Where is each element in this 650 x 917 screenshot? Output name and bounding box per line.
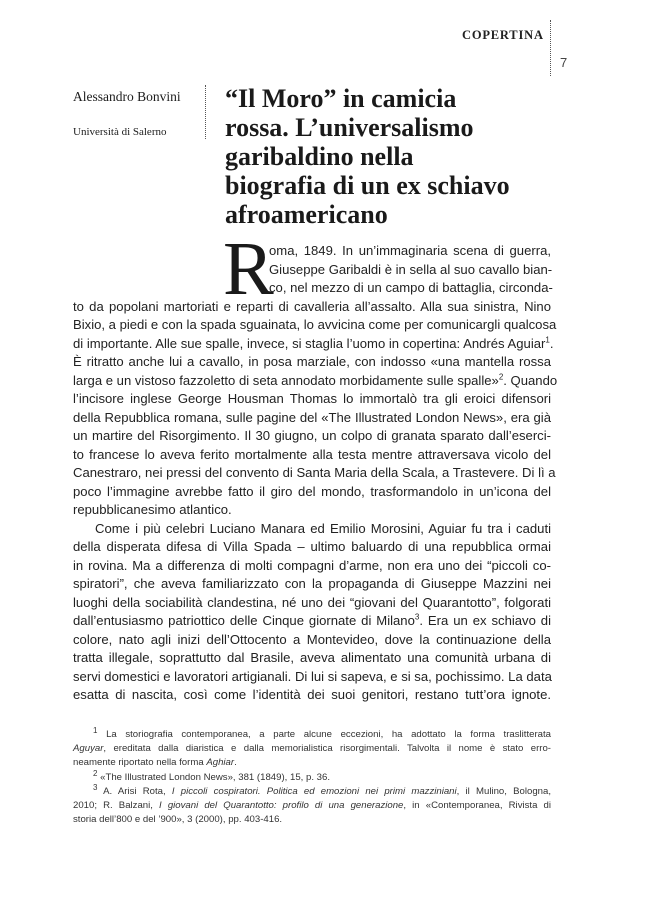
body-line: È ritratto anche lui a cavallo, in posa marziale, con indosso «una mantella rossa xyxy=(73,354,551,369)
body-line: l’incisore inglese George Housman Thomas lo immortalò tra gli eroici difensori xyxy=(73,391,551,406)
body-line: co, nel mezzo di un campo di battaglia, circonda- xyxy=(269,280,553,295)
footnote-1 xyxy=(73,725,551,742)
body-text: di importante. Alle sue spalle, invece, si staglia l’uomo in copertina: Andrés Aguiar xyxy=(73,335,546,351)
footnote-text: , ereditata dalla diaristica e dalla memorialistica risorgimentali. Talvolta il nome è stato erro- xyxy=(103,743,551,755)
drop-cap: R xyxy=(223,227,274,311)
footnote-text: 2010; R. Balzani, xyxy=(73,800,160,812)
author-affiliation: Università di Salerno xyxy=(73,126,167,138)
body-line: to da popolani martoriati e reparti di cavalleria all’assalto. Alla sua sinistra, Nino xyxy=(73,298,551,314)
footnote-3 xyxy=(73,782,551,799)
title-line: rossa. L’universalismo xyxy=(225,113,474,142)
body-line: colore, nato agli inizi dell’Ottocento a Montevideo, dove la continuazione della xyxy=(73,631,551,647)
body-line: luoghi della sociabilità clandestina, né uno dei “giovani del Quarantotto”, folgorati xyxy=(73,594,551,610)
footnote-ref: 2 xyxy=(498,372,504,382)
body-line xyxy=(73,335,554,354)
body-line: Giuseppe Garibaldi è in sella al suo cavallo bian- xyxy=(269,261,553,277)
title-line: afroamericano xyxy=(225,200,388,229)
footnote-text: . xyxy=(234,757,237,769)
footnote-text: neamente riportato nella forma xyxy=(73,757,207,769)
body-line: spiratori”, che aveva familiarizzato con la propaganda di Giuseppe Mazzini nei xyxy=(73,576,551,591)
footnote-1-cont xyxy=(73,742,551,756)
body-line: in rovina. Ma a differenza di molti compagni d’arme, non era uno dei “piccoli co- xyxy=(73,557,551,573)
body-line: tratta illegale, soprattutto dal Brasile, aveva alimentato una comunità urbana di xyxy=(73,650,551,665)
body-line: to francese lo aveva ferito mortalmente alla testa mentre attraversava vicolo del xyxy=(73,446,551,462)
body-text: larga e un vistoso fazzoletto di seta annodato morbidamente sulle spalle» xyxy=(73,372,499,388)
footnote-text: A. Arisi Rota, xyxy=(103,785,172,797)
footnote-text: La storiografia contemporanea, a parte alcune eccezioni, ha adottato la forma traslitterata xyxy=(106,729,551,740)
footnote-ref: 1 xyxy=(545,335,550,345)
article-body xyxy=(73,242,558,705)
footnote-italic: I piccoli cospiratori. Politica ed emozioni nei primi mazziniani xyxy=(171,785,457,797)
title-line: biografia di un ex schiavo xyxy=(225,171,510,200)
footnote-3-cont: storia dell’800 e del ’900», 3 (2000), pp. 403-416. xyxy=(73,814,283,826)
footnote-marker: 1 xyxy=(93,725,98,735)
title-line: garibaldino nella xyxy=(225,142,414,171)
footnote-2 xyxy=(73,768,551,785)
footnotes xyxy=(73,725,551,827)
body-line xyxy=(73,612,551,631)
body-line xyxy=(73,372,558,391)
article-title xyxy=(225,84,570,229)
body-line: repubblicanesimo atlantico. xyxy=(73,502,232,517)
footnote-1-cont xyxy=(73,756,551,770)
body-line: oma, 1849. In un’immaginaria scena di guerra, xyxy=(269,243,551,258)
author-name: Alessandro Bonvini xyxy=(73,89,181,104)
footnote-italic: Aghiar xyxy=(206,757,235,769)
body-line: Bixio, a piedi e con la spada sguainata, lo avvicina come per comunicargli qualcosa xyxy=(73,317,557,332)
footnote-text: «The Illustrated London News», 381 (1849), 15, p. 36. xyxy=(100,771,330,783)
body-line: Canestraro, nei pressi del convento di Santa Maria della Scala, a Trastevere. Di lì a xyxy=(73,465,556,480)
body-text: . xyxy=(549,335,554,351)
body-line: servi domestici e lavoratori artigianali. Di lui si sapeva, e si sa, pochissimo. La data xyxy=(73,668,552,684)
header-divider xyxy=(550,20,551,76)
footnote-italic: I giovani del Quarantotto: profilo di una generazione xyxy=(159,800,404,812)
body-text: . Quando xyxy=(503,372,558,388)
page-number: 7 xyxy=(560,55,568,70)
footnote-text: , il Mulino, Bologna, xyxy=(456,785,551,797)
body-line: esatta di nascita, così come l’identità dei suoi genitori, restano tutt’ora ignote. xyxy=(73,687,551,702)
body-text: dall’entusiasmo patriottico delle Cinque giornate di Milano xyxy=(73,613,415,628)
body-text: . Era un ex schiavo di xyxy=(419,613,551,628)
section-label: COPERTINA xyxy=(462,28,544,42)
footnote-ref: 3 xyxy=(414,612,420,622)
body-line: un martire del Risorgimento. Il 30 giugno, un colpo di granata sparato dall’eserci- xyxy=(73,428,551,443)
title-line: “Il Moro” in camicia xyxy=(225,84,457,113)
footnote-marker: 3 xyxy=(93,782,98,792)
footnote-3-cont xyxy=(73,799,551,813)
body-line: Come i più celebri Luciano Manara ed Emilio Morosini, Aguiar fu tra i caduti xyxy=(95,520,551,536)
body-line: della Repubblica romana, sulle pagine del «The Illustrated London News», era già xyxy=(73,409,551,425)
footnote-italic: Aguyar xyxy=(73,743,104,755)
author-divider xyxy=(205,85,206,139)
footnote-marker: 2 xyxy=(93,768,98,778)
body-line: poco l’immagine avrebbe fatto il giro del mondo, trasformandolo in un’icona del xyxy=(73,483,551,499)
body-line: della disperata difesa di Villa Spada – ultimo baluardo di una repubblica ormai xyxy=(73,539,551,554)
footnote-text: , in «Contemporanea, Rivista di xyxy=(403,800,551,812)
